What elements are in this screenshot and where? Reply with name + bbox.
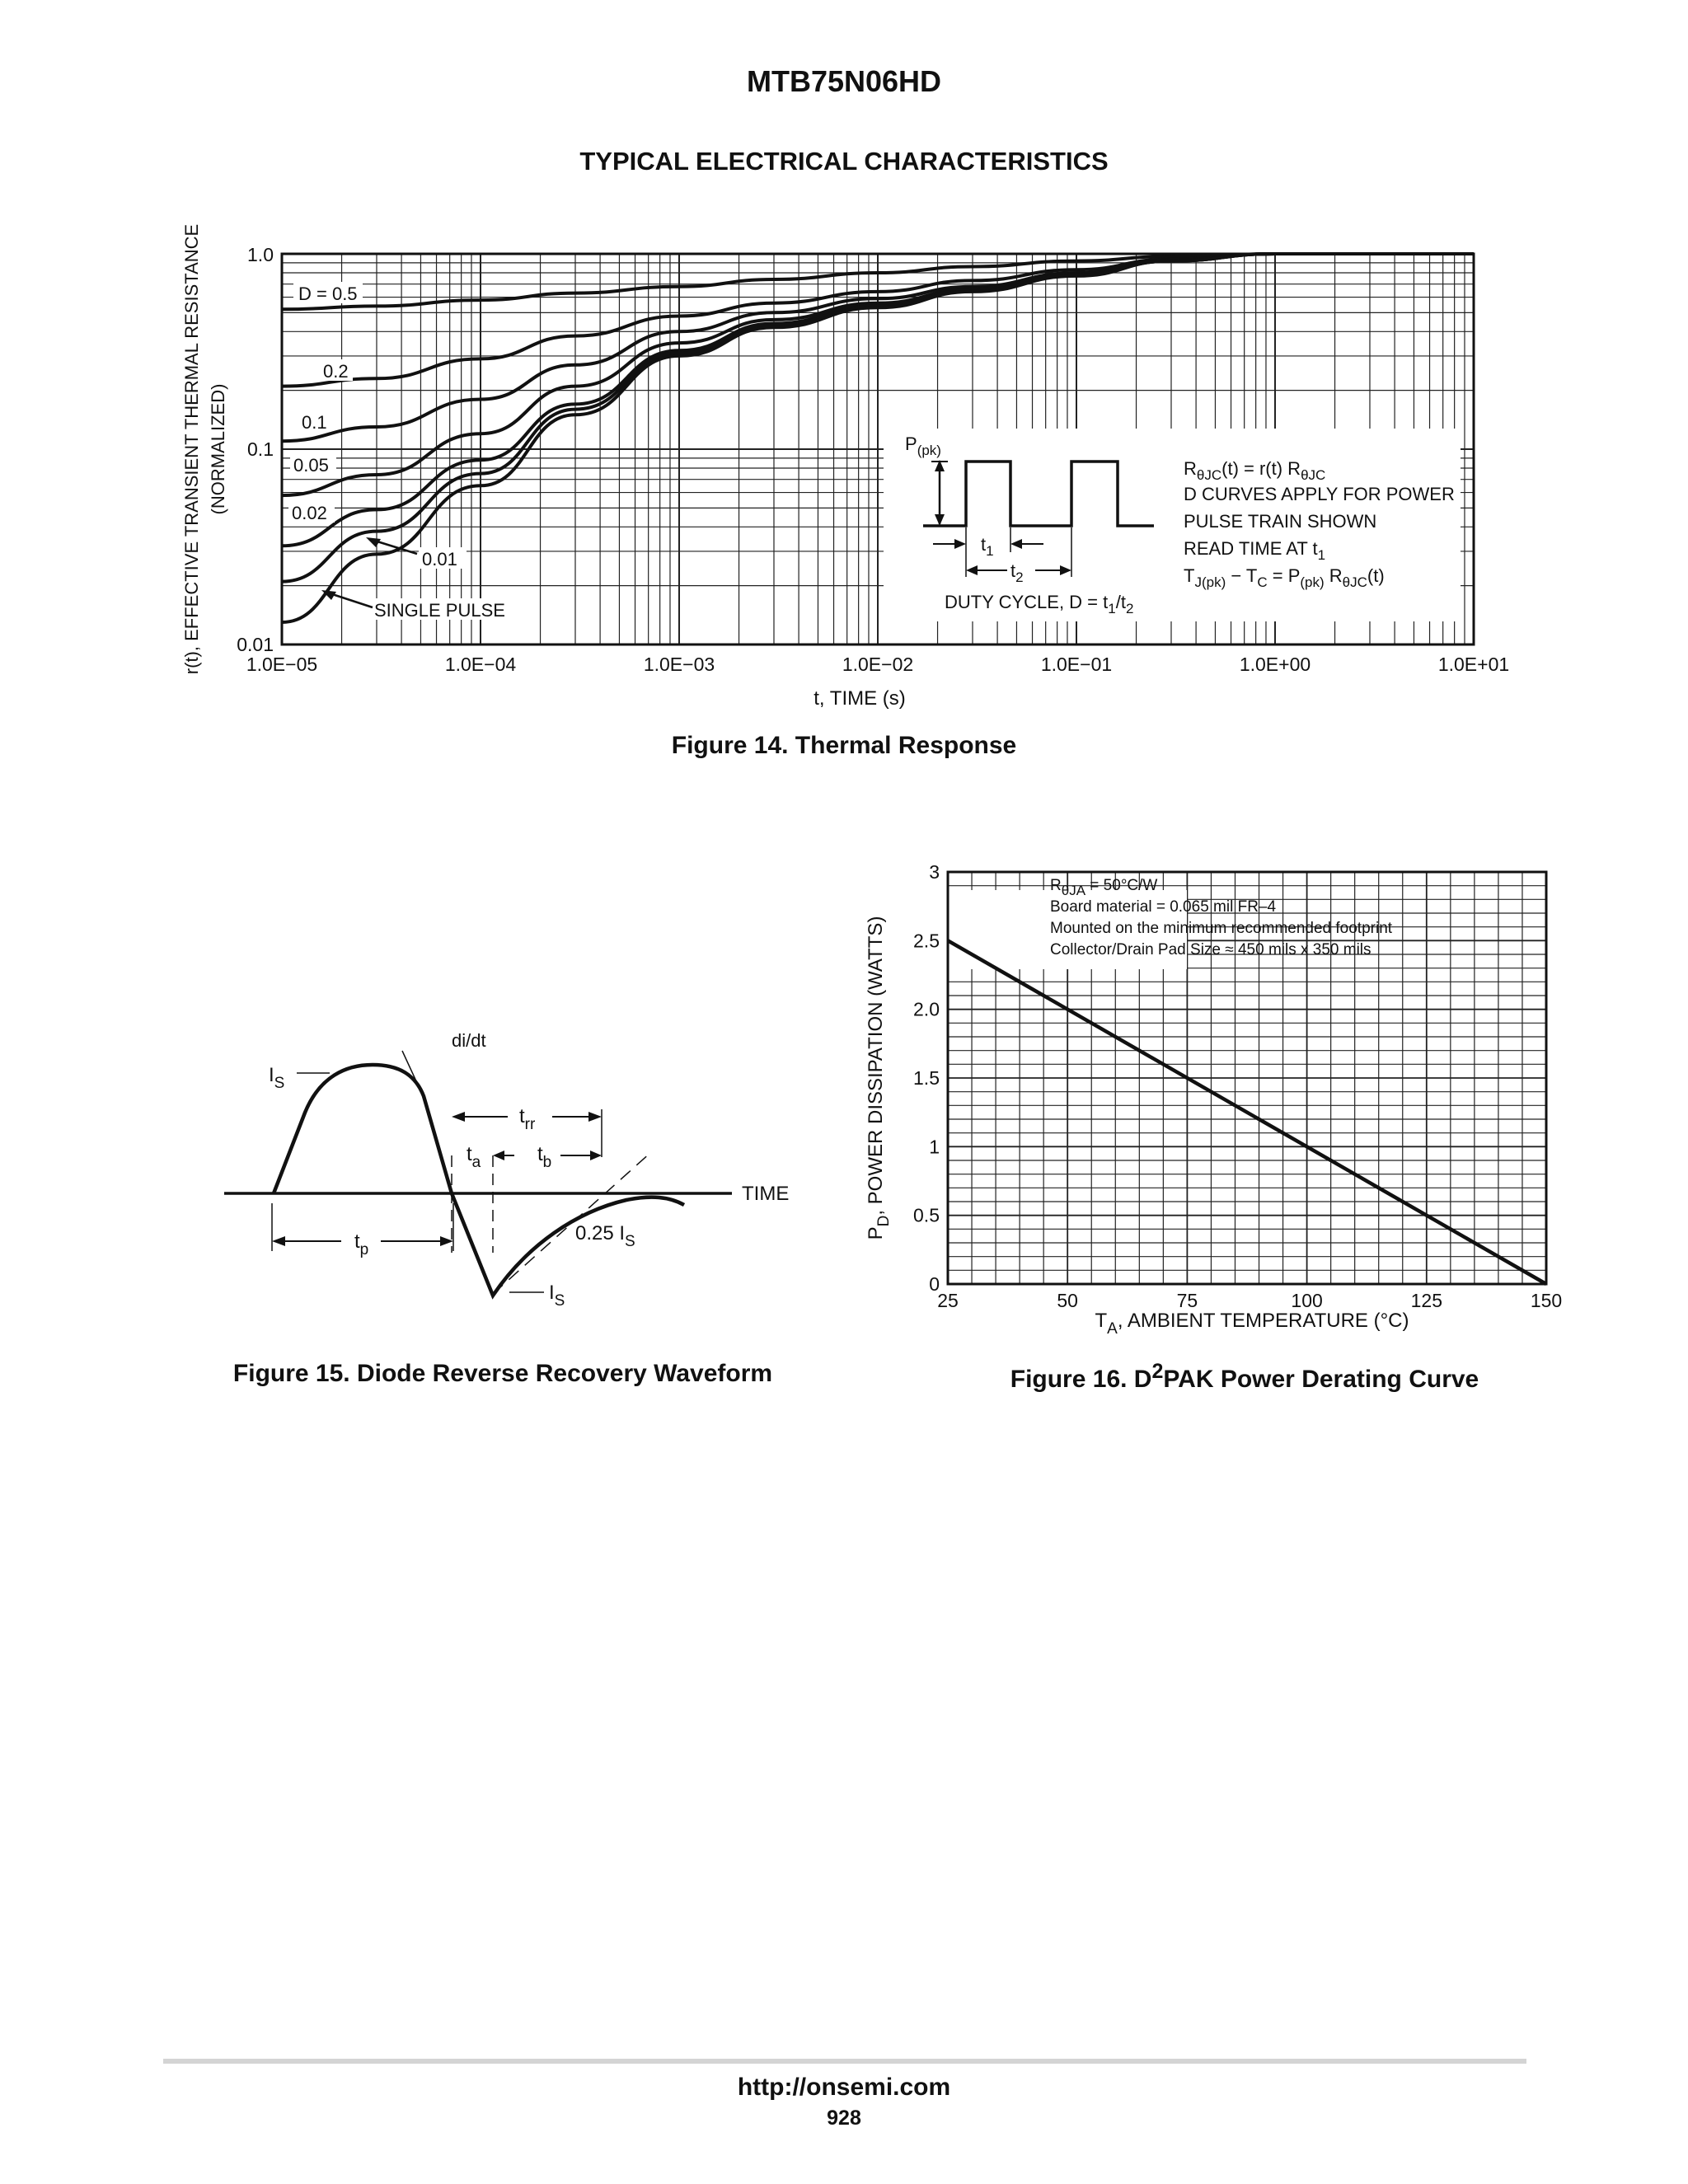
fig16-caption [890, 1360, 1599, 1394]
is-peak-label: $I_S$ [269, 1064, 285, 1092]
fig16-y-tick: 2.5 [913, 930, 940, 952]
curve-label-d001: 0.01 [422, 549, 457, 569]
fig14-x-tick: 1.0E−05 [246, 654, 318, 675]
recovery-waveform [274, 1065, 684, 1296]
power-derating-chart [857, 841, 1681, 1352]
note-mounted: Mounted on the minimum recommended footprint [1050, 920, 1393, 937]
fig14-y-tick: 0.1 [247, 438, 274, 460]
curve-label-d005: 0.05 [293, 455, 329, 476]
note-pulse-train: PULSE TRAIN SHOWN [1184, 511, 1377, 532]
fig14-x-label: t, TIME (s) [814, 687, 906, 710]
inset-ppk-label: $P_{(pk)}$ [905, 434, 941, 458]
fig14-y-label-line2: (NORMALIZED) [208, 383, 228, 515]
fig16-x-tick: 50 [1057, 1290, 1078, 1311]
note-board-material: Board material = 0.065 mil FR–4 [1050, 898, 1277, 916]
fig14-curve-labels [288, 282, 509, 621]
fig16-y-tick: 0 [929, 1273, 940, 1295]
fig14-y-ticks [237, 244, 274, 655]
quarter-is-label: 0.25 $I_S$ [575, 1222, 635, 1250]
inset-duty-cycle: DUTY CYCLE, $D = t_1/t_2$ [945, 592, 1134, 616]
thermal-response-chart [0, 0, 1688, 725]
footer-divider [163, 2059, 1526, 2064]
time-axis-label: TIME [742, 1183, 790, 1205]
curve-label-d01: 0.1 [302, 412, 327, 433]
fig14-x-tick: 1.0E+01 [1437, 654, 1510, 675]
ta-label: $t_a$ [467, 1143, 481, 1171]
fig14-x-ticks [246, 654, 1509, 675]
fig16-caption-b: PAK Power Derating Curve [1163, 1366, 1479, 1393]
fig16-x-tick: 75 [1176, 1290, 1198, 1311]
fig15-caption: Figure 15. Diode Reverse Recovery Waveform [232, 1360, 773, 1387]
fig16-caption-a: Figure 16. D [1010, 1366, 1152, 1393]
fig16-x-tick: 25 [937, 1290, 959, 1311]
tp-label: $t_p$ [354, 1230, 369, 1258]
section-title: TYPICAL ELECTRICAL CHARACTERISTICS [579, 147, 1109, 176]
fig14-x-tick: 1.0E+00 [1239, 654, 1311, 675]
note-read-time: READ TIME AT $t_1$ [1184, 538, 1326, 563]
document-title: MTB75N06HD [746, 64, 942, 98]
fig16-y-tick: 1 [929, 1136, 940, 1158]
curve-label-d002: 0.02 [292, 503, 327, 523]
fig16-derating-line [948, 940, 1546, 1284]
fig16-y-tick: 2.0 [913, 998, 940, 1020]
page-number: 928 [827, 2107, 861, 2130]
note-rthetaja: RθJA = 50°C/W [1050, 877, 1158, 898]
trr-label: $t_{rr}$ [519, 1105, 536, 1133]
fig14-x-tick: 1.0E−02 [842, 654, 914, 675]
fig16-x-ticks [937, 1290, 1562, 1311]
curve-label-single-pulse: SINGLE PULSE [374, 600, 505, 621]
fig14-y-tick: 0.01 [237, 634, 274, 655]
inset-t2-label: $t_2$ [1010, 560, 1024, 585]
fig16-x-tick: 150 [1530, 1290, 1563, 1311]
didt-label: di/dt [452, 1030, 486, 1051]
fig14-y-label-line1: r(t), EFFECTIVE TRANSIENT THERMAL RESISTANCE [181, 223, 202, 675]
fig16-x-label: $T_A$, AMBIENT TEMPERATURE (°C) [1095, 1310, 1409, 1338]
note-tj-formula: $T_{J(pk)} - T_C = P_{(pk)}$ $R_{\theta JC}(t)$ [1184, 565, 1385, 590]
fig16-y-label: $P_D$, POWER DISSIPATION (WATTS) [865, 916, 893, 1240]
fig16-y-tick: 3 [929, 861, 940, 883]
fig14-x-tick: 1.0E−01 [1040, 654, 1113, 675]
note-d-curves: D CURVES APPLY FOR POWER [1184, 484, 1455, 504]
is-reverse-label: $I_S$ [549, 1282, 565, 1310]
fig16-x-tick: 125 [1410, 1290, 1442, 1311]
tb-label: $t_b$ [537, 1143, 552, 1171]
curve-label-d02: 0.2 [323, 361, 349, 382]
fig16-series-line [948, 940, 1546, 1284]
fig16-y-tick: 0.5 [913, 1204, 940, 1226]
fig14-caption: Figure 14. Thermal Response [671, 732, 1017, 759]
footer-url[interactable]: http://onsemi.com [737, 2074, 951, 2101]
fig14-y-tick: 1.0 [247, 244, 274, 265]
inset-t1-label: $t_1$ [981, 534, 994, 559]
fig16-y-tick: 1.5 [913, 1067, 940, 1089]
curve-label-d05: D = 0.5 [298, 284, 358, 304]
fig14-x-tick: 1.0E−04 [444, 654, 517, 675]
diode-reverse-recovery-diagram [0, 972, 841, 1352]
fig14-x-tick: 1.0E−03 [643, 654, 715, 675]
fig16-x-tick: 100 [1291, 1290, 1323, 1311]
note-rthetajc: $R_{\theta JC}(t) = r(t)$ $R_{\theta JC}$ [1184, 458, 1326, 483]
note-pad-size: Collector/Drain Pad Size ≈ 450 mils x 350 mils [1050, 941, 1372, 958]
fig16-caption-sup: 2 [1151, 1360, 1164, 1383]
